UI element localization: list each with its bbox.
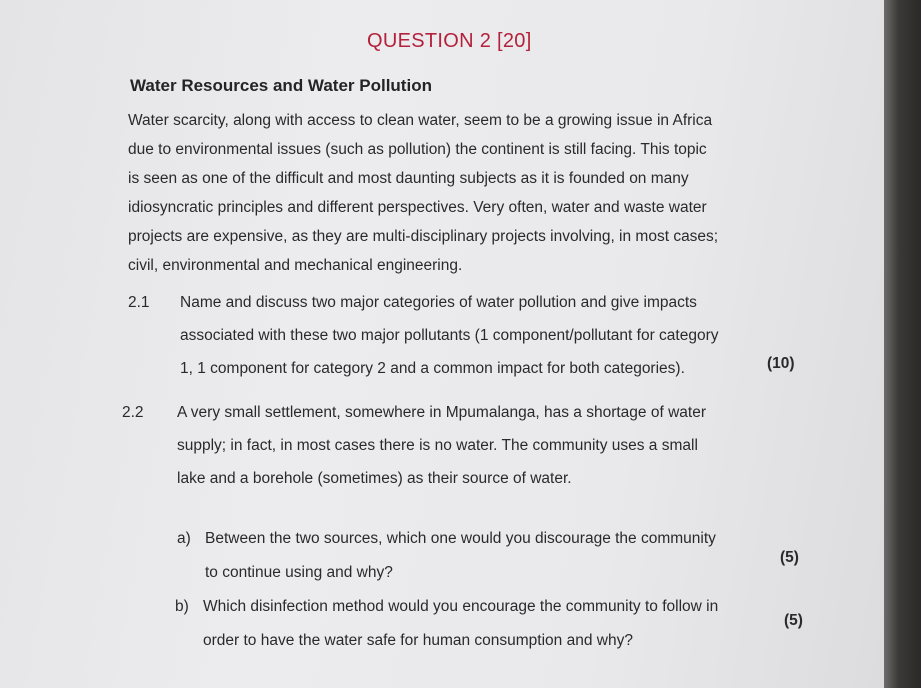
- question-number: 2.2: [122, 404, 144, 421]
- question-line: Name and discuss two major categories of water pollution and give impacts: [180, 294, 697, 311]
- subquestion-line: to continue using and why?: [205, 564, 393, 581]
- subquestion-text: [205, 522, 716, 590]
- subquestion-line: order to have the water safe for human consumption and why?: [203, 632, 633, 649]
- subquestion-label: a): [177, 530, 191, 547]
- subquestion-b: [175, 590, 825, 660]
- question-line: A very small settlement, somewhere in Mpumalanga, has a shortage of water: [177, 404, 706, 421]
- question-line: lake and a borehole (sometimes) as their source of water.: [177, 470, 572, 487]
- question-line: supply; in fact, in most cases there is no water. The community uses a small: [177, 437, 698, 454]
- section-heading: Water Resources and Water Pollution: [130, 76, 432, 95]
- subquestion-line: Between the two sources, which one would you discourage the community: [205, 530, 716, 547]
- marks-2-2-b: (5): [784, 612, 803, 629]
- intro-line: due to environmental issues (such as pollution) the continent is still facing. This topic: [128, 141, 707, 158]
- subquestion-line: Which disinfection method would you encourage the community to follow in: [203, 598, 719, 615]
- intro-line: civil, environmental and mechanical engineering.: [128, 257, 463, 274]
- intro-line: idiosyncratic principles and different perspectives. Very often, water and waste water: [128, 199, 707, 216]
- subquestion-label: b): [175, 598, 189, 615]
- question-text: [177, 396, 706, 495]
- marks-2-2-a: (5): [780, 549, 799, 566]
- question-2-2: [122, 396, 812, 496]
- marks-2-1: (10): [767, 355, 795, 372]
- question-title: QUESTION 2 [20]: [367, 30, 532, 52]
- question-number: 2.1: [128, 294, 150, 311]
- question-line: associated with these two major pollutants (1 component/pollutant for category: [180, 327, 719, 344]
- intro-line: projects are expensive, as they are multi-disciplinary projects involving, in most cases;: [128, 228, 719, 245]
- intro-paragraph: [128, 106, 808, 280]
- question-text: [180, 286, 719, 385]
- intro-line: Water scarcity, along with access to clean water, seem to be a growing issue in Africa: [128, 112, 713, 129]
- question-2-1: [128, 286, 818, 386]
- subquestion-a: [177, 522, 817, 592]
- subquestion-text: [203, 590, 718, 658]
- question-line: 1, 1 component for category 2 and a common impact for both categories).: [180, 360, 685, 377]
- intro-line: is seen as one of the difficult and most daunting subjects as it is founded on many: [128, 170, 689, 187]
- paper-edge-shadow: [884, 0, 921, 688]
